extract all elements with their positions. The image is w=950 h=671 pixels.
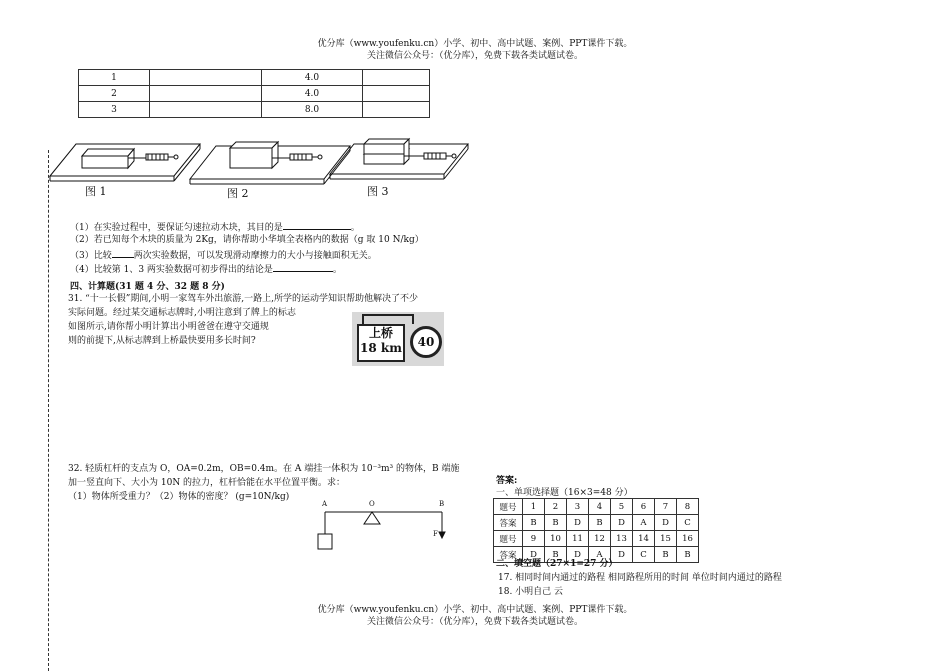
- table-cell: 2: [545, 499, 567, 515]
- table-cell: B: [589, 515, 611, 531]
- table-cell: 9: [523, 531, 545, 547]
- table-cell: 答案: [494, 515, 523, 531]
- table-cell: 10: [545, 531, 567, 547]
- sign-frame: [362, 314, 414, 324]
- figure-3-caption: 图 3: [367, 185, 389, 198]
- q31-line-1: 31. “十一长假”期间,小明一家驾车外出旅游,一路上,所学的运动学知识帮助他解决了不少: [68, 294, 418, 304]
- table-cell: [363, 102, 430, 118]
- data-table: [78, 69, 430, 118]
- table-cell: 4.0: [262, 86, 363, 102]
- table-cell: 2: [79, 86, 150, 102]
- table-cell: [363, 70, 430, 86]
- lever-label-a: A: [322, 500, 328, 508]
- table-cell: 题号: [494, 531, 523, 547]
- q32-line-1: 32. 轻质杠杆的支点为 O，OA=0.2m，OB=0.4m。在 A 端挂一体积为 10⁻³m³ 的物体，B 端施: [68, 464, 460, 474]
- answers-section-1: 一、单项选择题（16×3=48 分）: [496, 488, 633, 498]
- table-cell: 答案: [494, 547, 523, 563]
- table-cell: D: [523, 547, 545, 563]
- question-4: [70, 262, 342, 277]
- table-cell: 4: [589, 499, 611, 515]
- lever-label-f: F: [433, 530, 438, 538]
- table-cell: C: [633, 547, 655, 563]
- q31-line-2: 实际问题。经过某交通标志牌时,小明注意到了牌上的标志: [68, 308, 296, 318]
- lever-label-o: O: [369, 500, 375, 508]
- traffic-sign-image: [352, 312, 444, 366]
- table-cell: A: [633, 515, 655, 531]
- answer-blank: [283, 220, 351, 230]
- question-1-text: （1）在实验过程中，要保证匀速拉动木块，其目的是: [70, 223, 283, 233]
- speed-limit-sign: 40: [410, 326, 442, 358]
- q32-line-2: 加一竖直向下、大小为 10N 的拉力，杠杆恰能在水平位置平衡。求：: [68, 478, 346, 488]
- friction-experiment-figures: [48, 134, 478, 198]
- sign-board: [357, 324, 405, 362]
- section-4-title: 四、计算题(31 题 4 分、32 题 8 分): [70, 282, 225, 292]
- table-cell: 5: [611, 499, 633, 515]
- header-line-1: 优分库（www.youfenku.cn）小学、初中、高中试题、案例、PPT课件下载。: [317, 39, 633, 49]
- table-cell: 题号: [494, 499, 523, 515]
- table-cell: A: [589, 547, 611, 563]
- table-cell: D: [567, 547, 589, 563]
- answer-18: 18. 小明自己 云: [498, 587, 564, 597]
- table-cell: 6: [633, 499, 655, 515]
- lever-diagram: [310, 498, 460, 554]
- table-cell: [150, 86, 262, 102]
- table-cell: [150, 70, 262, 86]
- question-3-end: 两次实验数据，可以发现滑动摩擦力的大小与接触面积无关。: [133, 251, 377, 261]
- table-cell: B: [677, 547, 699, 563]
- table-cell: 1: [79, 70, 150, 86]
- table-cell: 13: [611, 531, 633, 547]
- table-cell: 3: [567, 499, 589, 515]
- table-cell: 3: [79, 102, 150, 118]
- q31-line-3: 如图所示,请你帮小明计算出小明爸爸在遵守交通规: [68, 322, 269, 332]
- table-cell: B: [523, 515, 545, 531]
- table-cell: 4.0: [262, 70, 363, 86]
- table-cell: 16: [677, 531, 699, 547]
- table-cell: D: [655, 515, 677, 531]
- question-1-end: 。: [350, 223, 360, 233]
- sign-distance: 18 km: [360, 341, 402, 355]
- question-4-text: （4）比较第 1、3 两实验数据可初步得出的结论是: [70, 265, 273, 275]
- figure-1-caption: 图 1: [85, 185, 107, 198]
- figure-2-caption: 图 2: [227, 187, 249, 200]
- table-row: [494, 515, 699, 531]
- table-cell: 15: [655, 531, 677, 547]
- table-cell: D: [611, 547, 633, 563]
- table-row: [79, 86, 430, 102]
- table-cell: 8: [677, 499, 699, 515]
- table-cell: 1: [523, 499, 545, 515]
- q31-line-4: 则的前提下,从标志牌到上桥最快要用多长时间?: [68, 336, 256, 346]
- table-cell: 12: [589, 531, 611, 547]
- footer-line-1: 优分库（www.youfenku.cn）小学、初中、高中试题、案例、PPT课件下载。: [317, 605, 633, 615]
- table-cell: D: [611, 515, 633, 531]
- answer-table: [493, 498, 699, 563]
- table-cell: [363, 86, 430, 102]
- lever-label-b: B: [439, 500, 445, 508]
- question-2: （2）若已知每个木块的质量为 2Kg，请你帮助小华填全表格内的数据（g 取 10 N/kg）: [70, 235, 424, 245]
- table-row: [494, 531, 699, 547]
- sign-destination: 上桥: [368, 326, 393, 340]
- table-cell: 8.0: [262, 102, 363, 118]
- answer-blank: [112, 248, 134, 258]
- table-row: [79, 102, 430, 118]
- answers-section-2: 二、填空题（27×1=27 分）: [496, 559, 618, 569]
- answers-title: 答案:: [496, 476, 518, 486]
- table-cell: [150, 102, 262, 118]
- binding-margin-line: [48, 150, 49, 671]
- table-row: [79, 70, 430, 86]
- question-1: [70, 220, 360, 235]
- table-cell: C: [677, 515, 699, 531]
- table-row: [494, 499, 699, 515]
- answer-17: 17. 相同时间内通过的路程 相同路程所用的时间 单位时间内通过的路程: [498, 573, 782, 583]
- table-cell: 7: [655, 499, 677, 515]
- table-cell: B: [655, 547, 677, 563]
- table-cell: 11: [567, 531, 589, 547]
- table-cell: 14: [633, 531, 655, 547]
- question-4-end: 。: [332, 265, 342, 275]
- table-cell: B: [545, 515, 567, 531]
- q32-line-3: （1）物体所受重力？（2）物体的密度？ (g=10N/kg): [68, 492, 290, 502]
- footer-line-2: 关注微信公众号：（优分库），免费下载各类试题试卷。: [366, 617, 583, 627]
- question-3-text: （3）比较: [70, 251, 112, 261]
- table-cell: D: [567, 515, 589, 531]
- question-3: [70, 248, 377, 263]
- answer-blank: [273, 262, 333, 272]
- table-cell: B: [545, 547, 567, 563]
- header-line-2: 关注微信公众号：（优分库），免费下载各类试题试卷。: [366, 51, 583, 61]
